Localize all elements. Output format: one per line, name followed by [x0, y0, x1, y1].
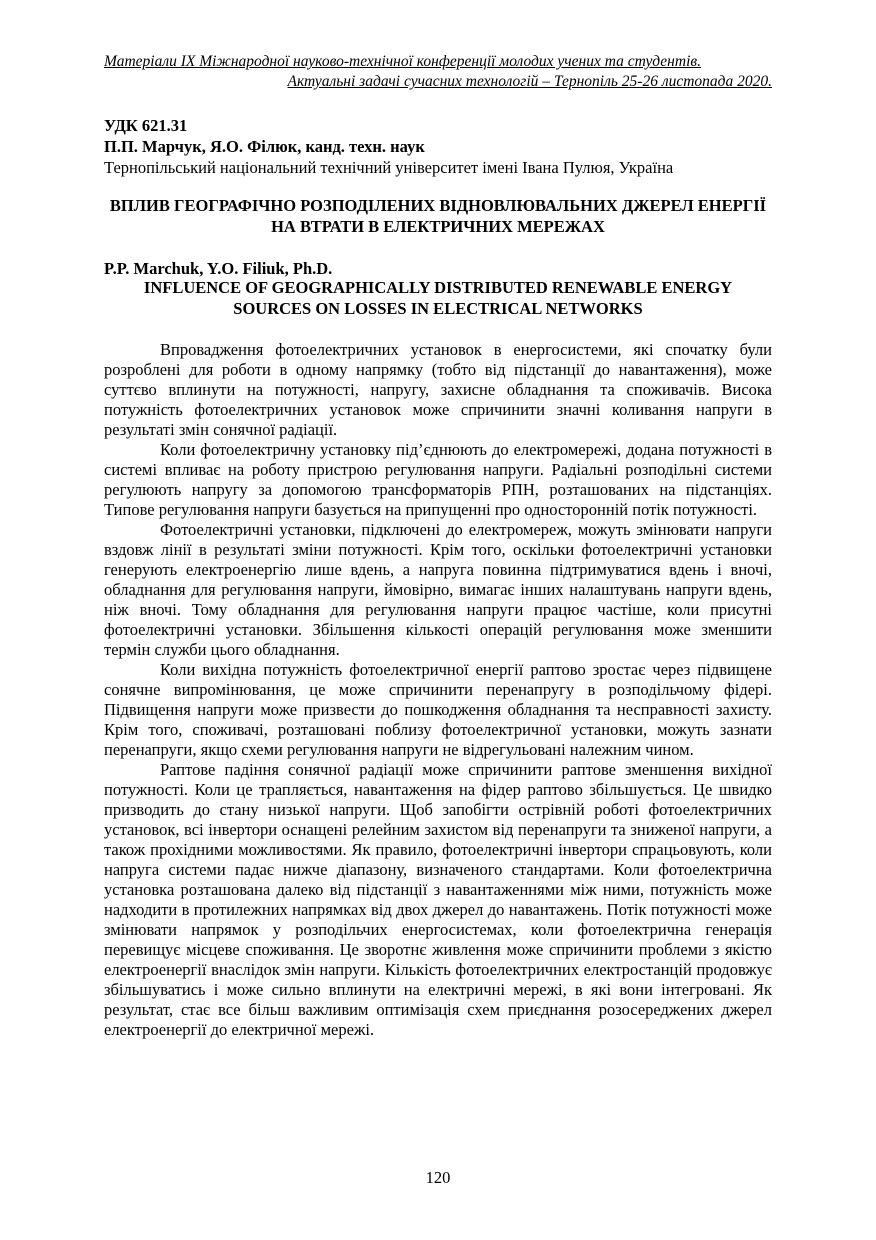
udc-code: УДК 621.31 [104, 116, 188, 135]
page-number: 120 [425, 1168, 451, 1187]
paragraph-2: Коли фотоелектричну установку під’єднюють до електромережі, додана потужності в системі впливає на роботу пристрою регулювання напруги. Радіальні розподільні системи регулюють напругу за допомогою трансформаторів РПН, розташованих на підстанціях. Типове регулювання напруги базується на припущенні про односторонній потік потужності. [104, 440, 772, 519]
conference-header [104, 52, 772, 92]
header-line-1: Матеріали ІХ Міжнародної науково-технічної конференції молодих учених та студентів. [104, 53, 701, 70]
header-line-2: Актуальні задачі сучасних технологій – Тернопіль 25-26 листопада 2020. [287, 73, 772, 90]
paragraph-3: Фотоелектричні установки, підключені до електромереж, можуть змінювати напруги вздовж лінії в результаті зміни потужності. Крім того, оскільки фотоелектричні установки генерують електроенергію лише вдень, а напруга повинна підтримуватися вдень і вночі, обладнання для регулювання напруги, ймовірно, вимагає інших налаштувань напруги вдень, ніж вночі. Тому обладнання для регулювання напруги працює частіше, коли присутні фотоелектричні установки. Збільшення кількості операцій регулювання може зменшити термін служби цього обладнання. [104, 520, 772, 659]
affiliation: Тернопільський національний технічний університет імені Івана Пулюя, Україна [104, 158, 674, 177]
paragraph-5: Раптове падіння сонячної радіації може спричинити раптове зменшення вихідної потужності. Коли це трапляється, навантаження на фідер раптово збільшується. Це швидко призводить до стану низької напруги. Щоб запобігти острівній роботі фотоелектричних установок, всі інвертори оснащені релейним захистом від перенапруги та зниженої напруги, а також прохідними можливостями. Як правило, фотоелектричні інвертори спрацьовують, коли напруга системи падає нижче діапазону, визначеного стандартами. Коли фотоелектрична установка розташована далеко від підстанції з навантаженнями між ними, потужність може надходити в протилежних напрямках від двох джерел до навантажень. Потік потужності може змінювати напрямок у розподільчих енергосистемах, коли фотоелектрична генерація перевищує місцеве споживання. Це зворотнє живлення може спричинити проблеми з якістю електроенергії внаслідок змін напруги. Кількість фотоелектричних електростанцій продовжує збільшуватись і може сильно вплинути на електричні мережі, в які вони інтегровані. Як результат, стає все більш важливим оптимізація схем приєднання розосереджених джерел електроенергії до електричної мережі. [104, 760, 772, 1039]
authors-en: P.P. Marchuk, Y.O. Filiuk, Ph.D. [104, 259, 333, 278]
article-meta [104, 115, 772, 178]
authors-ua: П.П. Марчук, Я.О. Філюк, канд. техн. наук [104, 137, 425, 156]
paragraph-1: Впровадження фотоелектричних установок в енергосистеми, які спочатку були розроблені для роботи в одному напрямку (тобто від підстанції до навантаження), може суттєво вплинути на потужності, напругу, захисне обладнання та споживачів. Висока потужність фотоелектричних установок може спричинити значні коливання напруги в результаті змін сонячної радіації. [104, 340, 772, 439]
article-body [104, 340, 772, 1040]
paragraph-4: Коли вихідна потужність фотоелектричної енергії раптово зростає через підвищене сонячне випромінювання, це може спричинити перенапругу в розподільчому фідері. Підвищення напруги може призвести до пошкодження обладнання та несправності захисту. Крім того, споживачі, розташовані поблизу фотоелектричної установки, можуть зазнати перенапруги, якщо схеми регулювання напруги не відрегульовані належним чином. [104, 660, 772, 759]
title-ua: ВПЛИВ ГЕОГРАФІЧНО РОЗПОДІЛЕНИХ ВІДНОВЛЮВАЛЬНИХ ДЖЕРЕЛ ЕНЕРГІЇ НА ВТРАТИ В ЕЛЕКТРИЧНИХ МЕРЕЖАХ [109, 196, 767, 236]
title-en: INFLUENCE OF GEOGRAPHICALLY DISTRIBUTED RENEWABLE ENERGY SOURCES ON LOSSES IN ELECTRICAL NETWORKS [143, 278, 733, 318]
